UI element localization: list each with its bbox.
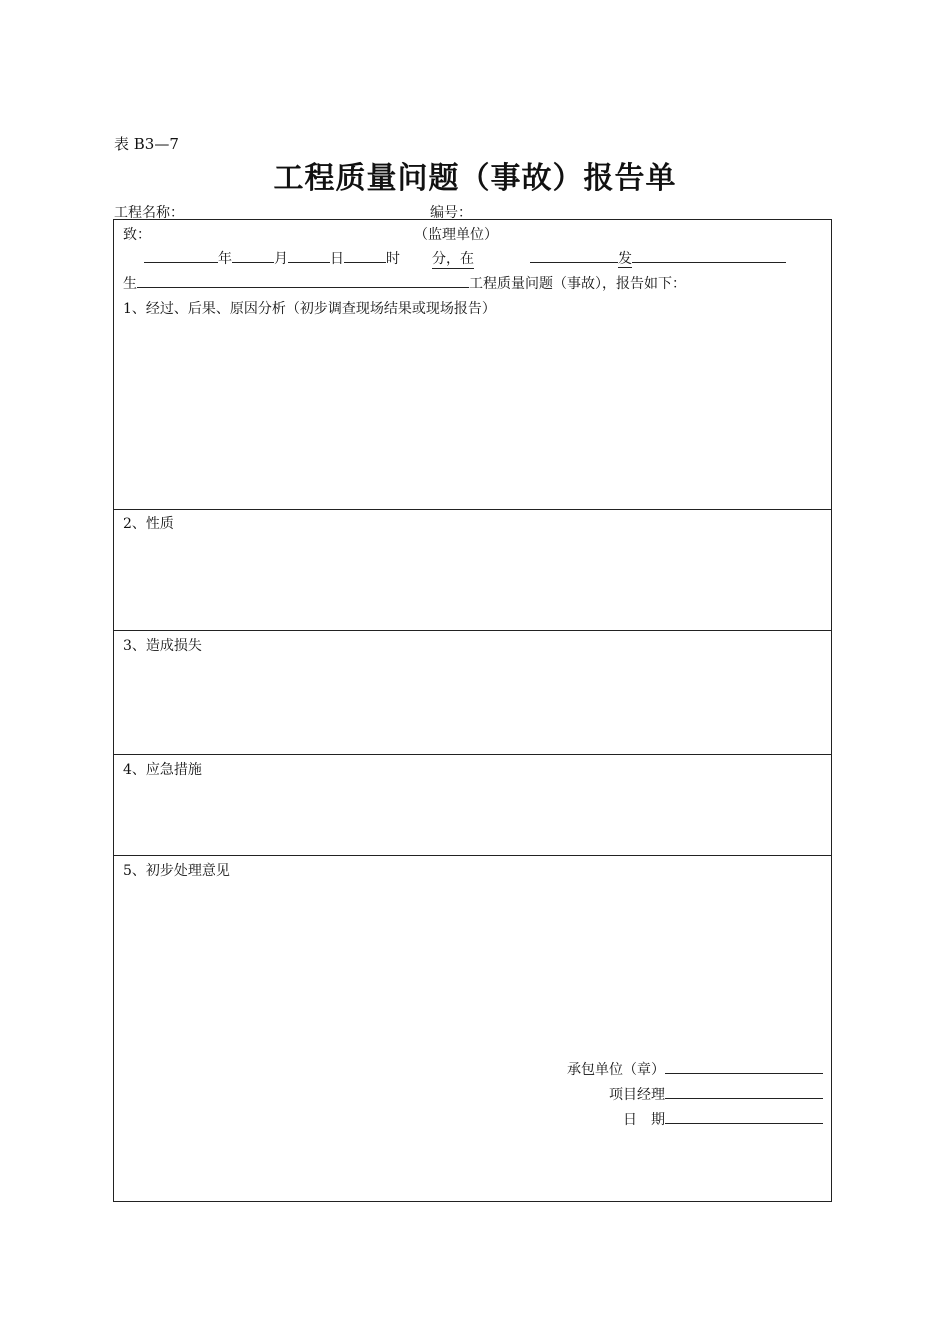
hour-label: 时 [386, 251, 400, 267]
datetime-line [144, 248, 400, 268]
occurrence-blank[interactable] [137, 273, 469, 288]
form-code: 表 B3—7 [114, 135, 179, 153]
occurrence-line [123, 273, 686, 293]
month-label: 月 [274, 251, 288, 267]
section-2-label: 2、性质 [123, 516, 174, 532]
date-blank[interactable] [665, 1109, 823, 1124]
location-blank[interactable] [530, 248, 618, 263]
year-label: 年 [218, 251, 232, 267]
section-nature-box [113, 508, 832, 631]
project-manager-label: 项目经理 [609, 1087, 665, 1103]
date-signature [623, 1109, 823, 1129]
number-label: 编号： [430, 205, 472, 221]
section-loss-box [113, 631, 832, 755]
contractor-blank[interactable] [665, 1059, 823, 1074]
section-emergency-box [113, 755, 832, 856]
location-blank-2[interactable] [632, 248, 786, 263]
supervisor-label: （监理单位） [414, 227, 498, 243]
page-title: 工程质量问题（事故）报告单 [273, 161, 677, 196]
project-manager-blank[interactable] [665, 1084, 823, 1099]
report-text: 工程质量问题（事故），报告如下： [469, 276, 686, 292]
occurred-label-2: 生 [123, 276, 137, 292]
project-name-label: 工程名称： [114, 205, 184, 221]
day-label: 日 [330, 251, 344, 267]
section-incident-box [113, 219, 832, 510]
to-label: 致： [123, 227, 151, 243]
month-blank[interactable] [232, 248, 274, 263]
section-5-label: 5、初步处理意见 [123, 863, 230, 879]
year-blank[interactable] [144, 248, 218, 263]
section-4-label: 4、应急措施 [123, 762, 202, 778]
date-label: 日 期 [623, 1112, 665, 1128]
minute-at-label: 分，在 [432, 248, 474, 269]
day-blank[interactable] [288, 248, 330, 263]
manager-signature [609, 1084, 823, 1104]
section-1-label: 1、经过、后果、原因分析（初步调查现场结果或现场报告） [123, 301, 496, 317]
hour-blank[interactable] [344, 248, 386, 263]
contractor-signature [567, 1059, 823, 1079]
contractor-label: 承包单位（章） [567, 1062, 665, 1078]
section-3-label: 3、造成损失 [123, 638, 202, 654]
section-opinion-box [113, 856, 832, 1202]
location-line [530, 248, 786, 268]
occurred-label-1: 发 [618, 251, 632, 267]
